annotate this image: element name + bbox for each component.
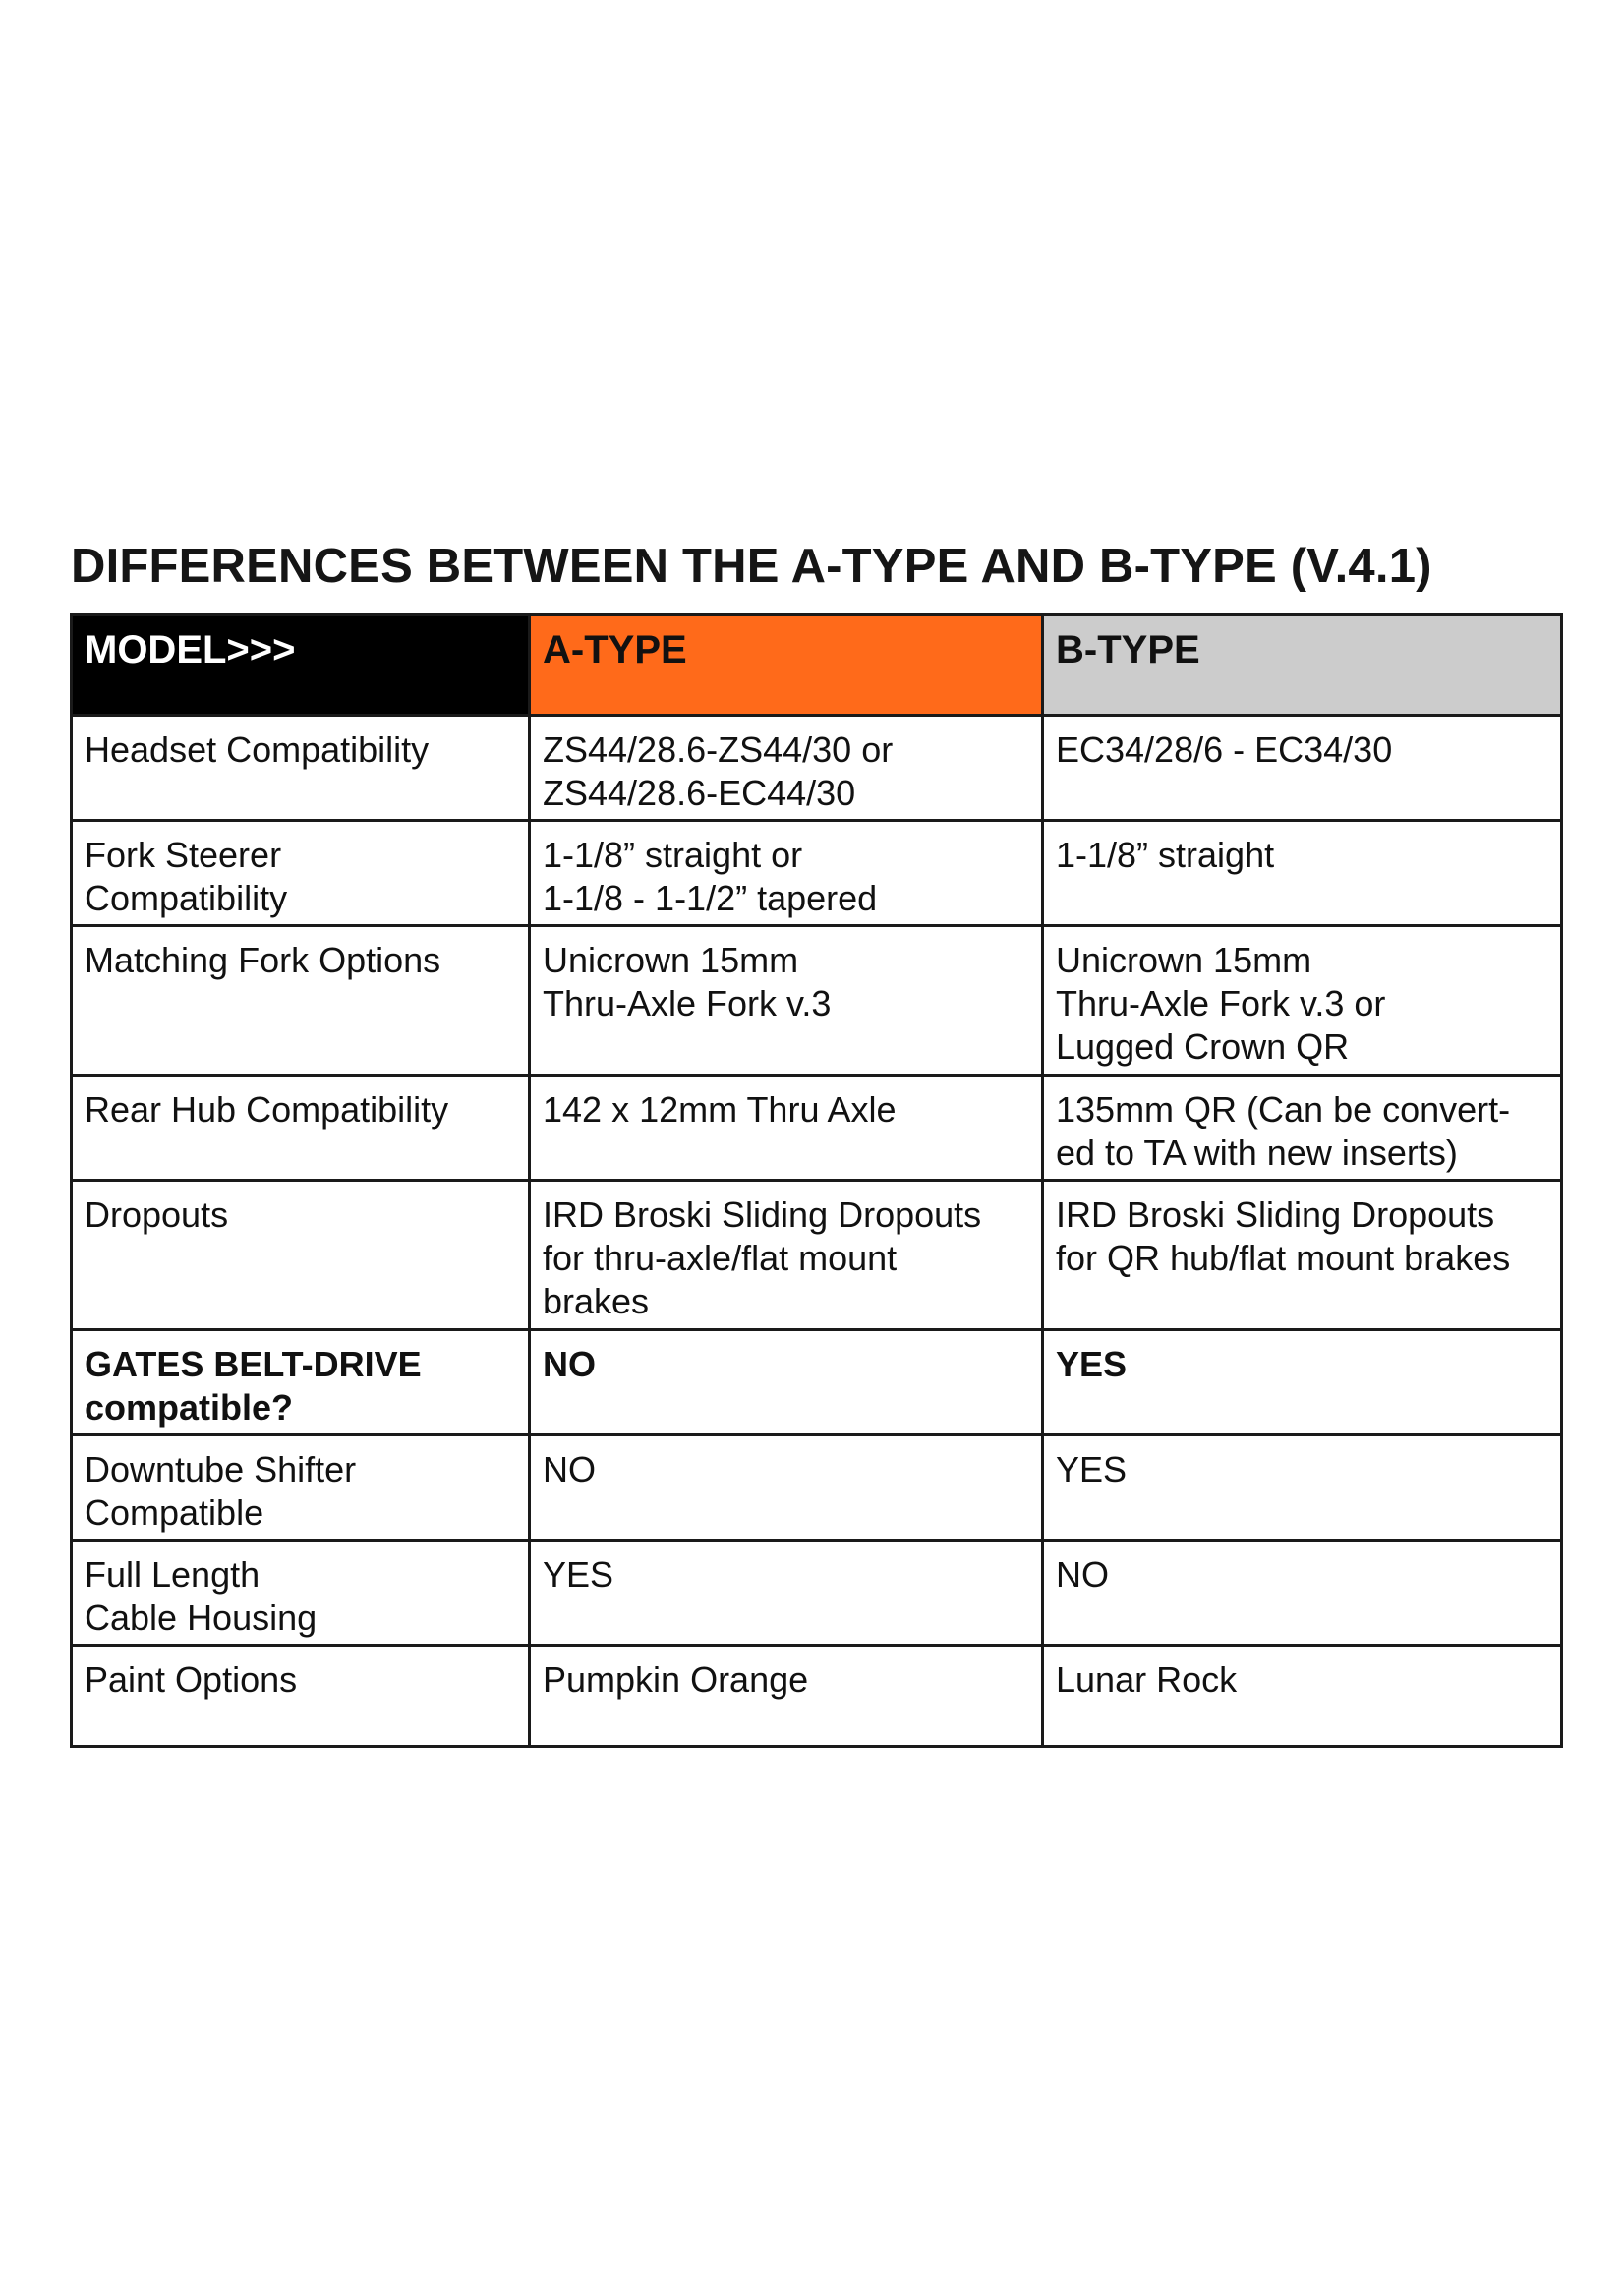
header-a-type: A-TYPE	[530, 615, 1043, 716]
row-label-dropouts	[72, 1181, 530, 1330]
b-type-rear-hub	[1043, 1076, 1562, 1181]
row-label-downtube-shifter	[72, 1435, 530, 1541]
table-row	[72, 1181, 1562, 1330]
cell-line: Fork Steerer	[85, 835, 282, 875]
cell-line: Matching Fork Options	[85, 940, 441, 980]
row-label-gates-belt-drive	[72, 1330, 530, 1435]
cell-line: ZS44/28.6-EC44/30	[543, 773, 856, 813]
cell-line: IRD Broski Sliding Dropouts	[543, 1195, 982, 1235]
row-label-cable-housing	[72, 1541, 530, 1646]
cell-line: for thru-axle/flat mount	[543, 1238, 898, 1278]
table-row	[72, 821, 1562, 926]
cell-line: NO	[543, 1449, 596, 1489]
cell-line: 135mm QR (Can be convert-	[1056, 1089, 1511, 1130]
cell-line: EC34/28/6 - EC34/30	[1056, 729, 1393, 770]
cell-line: Full Length	[85, 1554, 261, 1595]
cell-line: ZS44/28.6-ZS44/30 or	[543, 729, 894, 770]
cell-line: ed to TA with new inserts)	[1056, 1133, 1458, 1173]
cell-line: IRD Broski Sliding Dropouts	[1056, 1195, 1495, 1235]
b-type-gates-belt-drive	[1043, 1330, 1562, 1435]
a-type-rear-hub	[530, 1076, 1043, 1181]
cell-line: brakes	[543, 1281, 650, 1321]
table-row	[72, 926, 1562, 1076]
cell-line: for QR hub/flat mount brakes	[1056, 1238, 1511, 1278]
cell-line: Pumpkin Orange	[543, 1660, 809, 1700]
cell-line: Compatibility	[85, 878, 288, 918]
cell-line: GATES BELT-DRIVE	[85, 1344, 422, 1384]
b-type-paint-options	[1043, 1646, 1562, 1747]
table-row	[72, 716, 1562, 821]
cell-line: Cable Housing	[85, 1598, 318, 1638]
cell-line: Paint Options	[85, 1660, 298, 1700]
cell-line: Headset Compatibility	[85, 729, 430, 770]
cell-line: Thru-Axle Fork v.3 or	[1056, 983, 1386, 1023]
a-type-downtube-shifter	[530, 1435, 1043, 1541]
b-type-headset	[1043, 716, 1562, 821]
row-label-rear-hub	[72, 1076, 530, 1181]
b-type-dropouts	[1043, 1181, 1562, 1330]
cell-line: 1-1/8 - 1-1/2” tapered	[543, 878, 878, 918]
cell-line: NO	[543, 1344, 596, 1384]
header-row	[72, 615, 1562, 716]
a-type-gates-belt-drive	[530, 1330, 1043, 1435]
header-model: MODEL>>>	[72, 615, 530, 716]
cell-line: NO	[1056, 1554, 1109, 1595]
a-type-paint-options	[530, 1646, 1043, 1747]
cell-line: 1-1/8” straight	[1056, 835, 1275, 875]
comparison-table	[70, 613, 1563, 1748]
header-b-type: B-TYPE	[1043, 615, 1562, 716]
cell-line: Compatible	[85, 1492, 264, 1533]
cell-line: YES	[543, 1554, 614, 1595]
cell-line: Dropouts	[85, 1195, 229, 1235]
cell-line: YES	[1056, 1344, 1128, 1384]
row-label-fork-steerer	[72, 821, 530, 926]
row-label-fork-options	[72, 926, 530, 1076]
a-type-headset	[530, 716, 1043, 821]
cell-line: Rear Hub Compatibility	[85, 1089, 449, 1130]
cell-line: Unicrown 15mm	[1056, 940, 1312, 980]
cell-line: Lunar Rock	[1056, 1660, 1238, 1700]
row-label-headset	[72, 716, 530, 821]
a-type-dropouts	[530, 1181, 1043, 1330]
a-type-fork-options	[530, 926, 1043, 1076]
table-row	[72, 1541, 1562, 1646]
cell-line: 1-1/8” straight or	[543, 835, 803, 875]
cell-line: 142 x 12mm Thru Axle	[543, 1089, 897, 1130]
page-title: DIFFERENCES BETWEEN THE A-TYPE AND B-TYPE (V.4.1)	[71, 540, 1432, 593]
cell-line: YES	[1056, 1449, 1128, 1489]
cell-line: Lugged Crown QR	[1056, 1026, 1350, 1067]
b-type-fork-steerer	[1043, 821, 1562, 926]
b-type-cable-housing	[1043, 1541, 1562, 1646]
a-type-fork-steerer	[530, 821, 1043, 926]
cell-line: Downtube Shifter	[85, 1449, 357, 1489]
table-row	[72, 1435, 1562, 1541]
table-row	[72, 1330, 1562, 1435]
row-label-paint-options	[72, 1646, 530, 1747]
table-row	[72, 1646, 1562, 1747]
cell-line: Unicrown 15mm	[543, 940, 799, 980]
table-row	[72, 1076, 1562, 1181]
b-type-fork-options	[1043, 926, 1562, 1076]
a-type-cable-housing	[530, 1541, 1043, 1646]
b-type-downtube-shifter	[1043, 1435, 1562, 1541]
cell-line: compatible?	[85, 1387, 294, 1428]
cell-line: Thru-Axle Fork v.3	[543, 983, 832, 1023]
